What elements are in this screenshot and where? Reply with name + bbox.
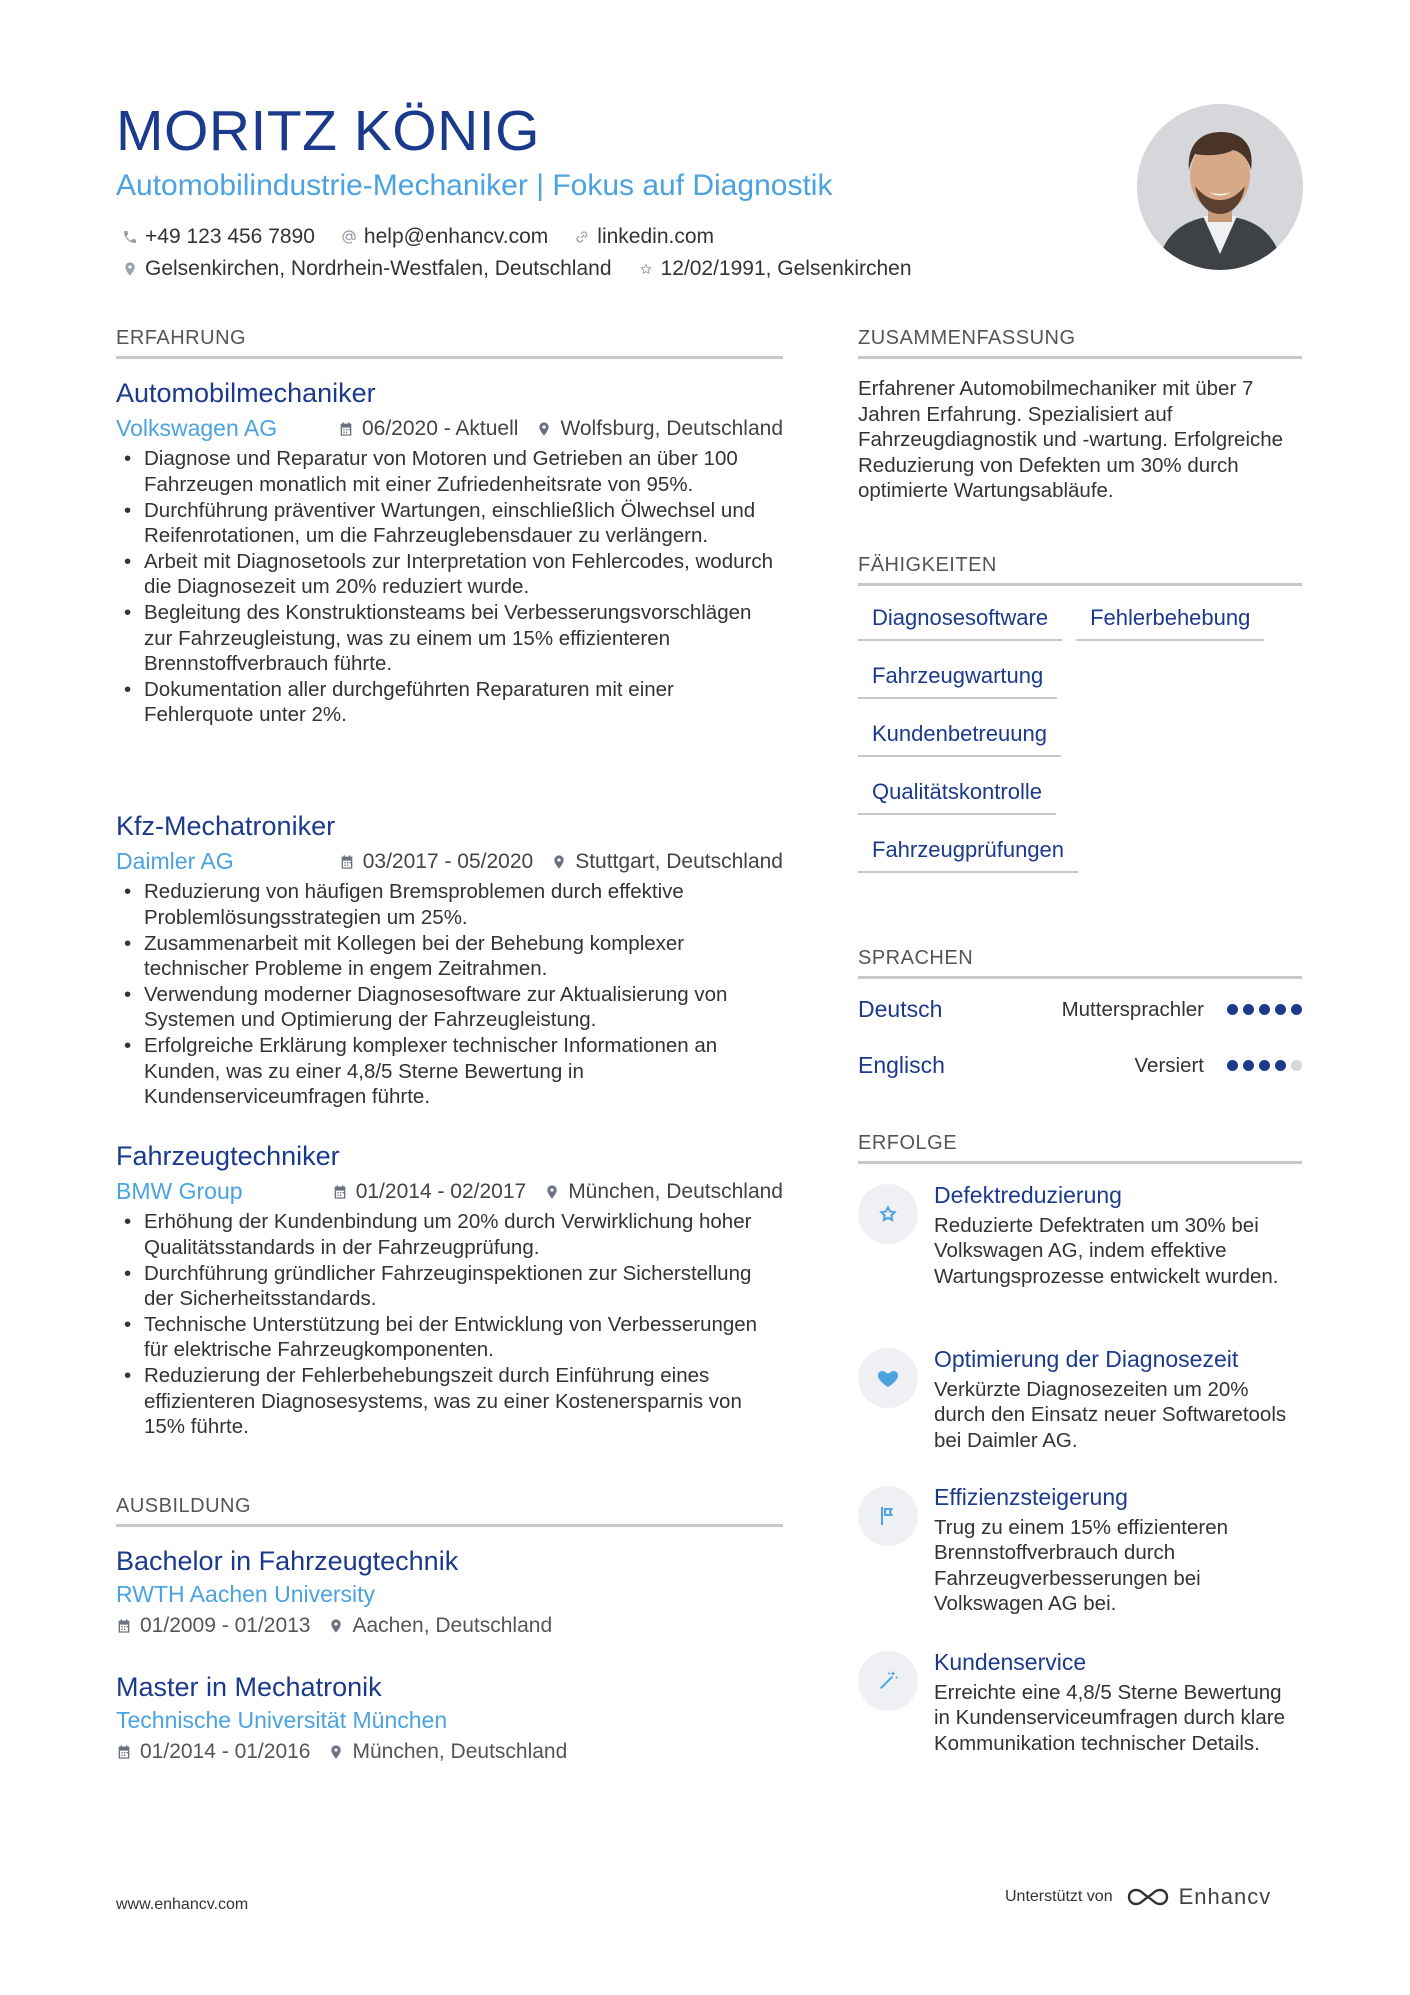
edu-dates <box>116 1740 310 1764</box>
phone-text: +49 123 456 7890 <box>145 225 315 248</box>
skills-list <box>858 594 1302 884</box>
heart-icon <box>876 1366 900 1390</box>
language-row <box>858 996 1302 1023</box>
achievement-title: Effizienzsteigerung <box>934 1484 1128 1510</box>
job-meta-right <box>320 417 783 441</box>
job-location <box>536 417 783 441</box>
link-icon <box>574 229 590 245</box>
achievement-body <box>934 1182 1302 1289</box>
job-bullets <box>116 879 783 1109</box>
skill-tag: Diagnosesoftware <box>858 605 1062 641</box>
job-dates-text: 03/2017 - 05/2020 <box>362 849 534 873</box>
edu-meta <box>116 1740 783 1764</box>
job-entry <box>116 1140 783 1440</box>
education-entry <box>116 1671 783 1764</box>
footer-website[interactable]: www.enhancv.com <box>116 1896 249 1913</box>
achievement-item <box>858 1182 1302 1289</box>
job-company: Daimler AG <box>116 848 234 875</box>
skill-row <box>858 768 1302 826</box>
language-level: Versiert <box>1134 1053 1204 1077</box>
job-meta <box>116 848 783 875</box>
achievement-text: Trug zu einem 15% effizienteren Brennstoffverbrauch durch Fahrzeugverbesserungen bei Volkswagen AG bei. <box>934 1515 1228 1616</box>
flag-icon <box>876 1504 900 1528</box>
edu-location-text: Aachen, Deutschland <box>352 1614 553 1638</box>
language-right <box>1135 1054 1303 1078</box>
rating-dot-filled <box>1275 1004 1286 1015</box>
achievement-body <box>934 1649 1302 1756</box>
job-meta-right <box>314 1180 783 1204</box>
job-bullet: • Begleitung des Konstruktionsteams bei Verbesserungsvorschlägen zur Fahrzeugleistung, was zu einem um 15% effizienteren Brennstoffverbrauch führte. <box>116 600 783 677</box>
skill-tag: Kundenbetreuung <box>858 721 1061 757</box>
section-title-education: AUSBILDUNG <box>116 1495 783 1527</box>
section-title-experience: ERFAHRUNG <box>116 327 783 359</box>
skill-row <box>858 652 1302 710</box>
linkedin-text: linkedin.com <box>597 225 715 248</box>
contact-birth <box>638 257 912 281</box>
job-title: Kfz-Mechatroniker <box>116 811 336 841</box>
email-text: help@enhancv.com <box>363 225 549 248</box>
skill-tag: Fahrzeugwartung <box>858 663 1057 699</box>
achievement-text: Verkürzte Diagnosezeiten um 20% durch den Einsatz neuer Softwaretools bei Daimler AG. <box>934 1377 1287 1452</box>
job-bullet: • Technische Unterstützung bei der Entwicklung von Verbesserungen für elektrische Fahrzeugkomponenten. <box>116 1312 783 1363</box>
location-pin-icon <box>544 1184 560 1200</box>
skill-row <box>858 826 1302 884</box>
job-bullet: • Reduzierung der Fehlerbehebungszeit durch Einführung eines effizienteren Diagnosesystems, was zu einer Kostenersparnis von 15% führte. <box>116 1363 783 1440</box>
location-pin-icon <box>122 261 138 277</box>
achievement-icon-wrap <box>858 1651 918 1711</box>
job-dates-text: 01/2014 - 02/2017 <box>355 1179 527 1203</box>
rating-dot-filled <box>1227 1004 1238 1015</box>
language-right <box>1062 998 1302 1022</box>
rating-dot-filled <box>1227 1060 1238 1071</box>
footer-powered-label: Unterstützt von <box>1005 1888 1113 1905</box>
job-dates <box>332 1180 526 1204</box>
job-entry <box>116 377 783 728</box>
language-name: Deutsch <box>858 996 943 1022</box>
achievement-item <box>858 1346 1302 1453</box>
achievement-item <box>858 1484 1302 1617</box>
job-bullets <box>116 1209 783 1439</box>
footer-powered-by <box>1005 1884 1271 1910</box>
skill-tag: Fehlerbehebung <box>1076 605 1264 641</box>
job-meta <box>116 1178 783 1205</box>
rating-dot-filled <box>1291 1004 1302 1015</box>
language-rating <box>1222 1004 1302 1015</box>
achievement-icon-wrap <box>858 1184 918 1244</box>
job-bullet: • Arbeit mit Diagnosetools zur Interpretation von Fehlercodes, wodurch die Diagnosezeit um 20% reduziert wurde. <box>116 549 783 600</box>
location-pin-icon <box>536 421 552 437</box>
job-bullet: • Erfolgreiche Erklärung komplexer technischer Informationen an Kunden, was zu einer 4,8/5 Sterne Bewertung in Kundenserviceumfragen führte. <box>116 1033 783 1110</box>
job-dates <box>338 417 518 441</box>
calendar-icon <box>338 421 354 437</box>
edu-dates <box>116 1614 310 1638</box>
summary-text: Erfahrener Automobilmechaniker mit über 7 Jahren Erfahrung. Spezialisiert auf Fahrzeugdiagnostik und -wartung. Erfolgreiche Reduzierung von Defekten um 30% durch optimierte Wartungsabläufe. <box>858 377 1284 503</box>
skill-row <box>858 710 1302 768</box>
contact-linkedin[interactable] <box>574 225 714 249</box>
candidate-tagline: Automobilindustrie-Mechaniker | Fokus auf Diagnostik <box>116 169 833 202</box>
calendar-icon <box>339 854 355 870</box>
candidate-name: MORITZ KÖNIG <box>116 99 540 163</box>
skill-tag: Fahrzeugprüfungen <box>858 837 1078 873</box>
achievement-title: Defektreduzierung <box>934 1182 1122 1208</box>
achievement-body <box>934 1484 1302 1617</box>
job-bullet: • Durchführung präventiver Wartungen, einschließlich Ölwechsel und Reifenrotationen, um die Fahrzeuglebensdauer zu verlängern. <box>116 498 783 549</box>
achievement-text: Erreichte eine 4,8/5 Sterne Bewertung in Kundenserviceumfragen durch klare Kommunikation technischer Details. <box>934 1680 1285 1755</box>
job-bullets <box>116 446 783 728</box>
enhancv-logo-icon <box>1125 1885 1171 1909</box>
language-row <box>858 1052 1302 1079</box>
edu-degree: Master in Mechatronik <box>116 1672 382 1702</box>
job-entry <box>116 810 783 1110</box>
language-name: Englisch <box>858 1052 945 1078</box>
achievement-item <box>858 1649 1302 1756</box>
avatar <box>1137 104 1303 270</box>
job-meta-right <box>321 850 783 874</box>
calendar-icon <box>116 1618 132 1634</box>
calendar-icon <box>332 1184 348 1200</box>
job-bullet: • Reduzierung von häufigen Bremsproblemen durch effektive Problemlösungsstrategien um 25%. <box>116 879 783 930</box>
location-text: Gelsenkirchen, Nordrhein-Westfalen, Deutschland <box>145 257 612 280</box>
location-pin-icon <box>328 1744 344 1760</box>
section-title-skills: FÄHIGKEITEN <box>858 554 1302 586</box>
job-dates-text: 06/2020 - Aktuell <box>361 416 519 440</box>
edu-meta <box>116 1614 783 1638</box>
edu-degree: Bachelor in Fahrzeugtechnik <box>116 1546 459 1576</box>
job-bullet: • Verwendung moderner Diagnosesoftware zur Aktualisierung von Systemen und Optimierung der Fahrzeugleistung. <box>116 982 783 1033</box>
achievement-icon-wrap <box>858 1486 918 1546</box>
job-dates <box>339 850 533 874</box>
language-level: Muttersprachler <box>1061 997 1204 1021</box>
rating-dot-filled <box>1243 1004 1254 1015</box>
calendar-icon <box>116 1744 132 1760</box>
education-entry <box>116 1545 783 1638</box>
job-company: BMW Group <box>116 1178 243 1205</box>
birth-text: 12/02/1991, Gelsenkirchen <box>660 257 912 280</box>
achievement-icon-wrap <box>858 1348 918 1408</box>
section-title-languages: SPRACHEN <box>858 947 1302 979</box>
contact-location <box>122 257 612 281</box>
job-location <box>544 1180 783 1204</box>
edu-location-text: München, Deutschland <box>352 1740 568 1764</box>
star-icon <box>876 1202 900 1226</box>
footer-brand: Enhancv <box>1178 1884 1272 1909</box>
skill-row <box>858 594 1302 652</box>
rating-dot-filled <box>1259 1060 1270 1071</box>
rating-dot-empty <box>1291 1060 1302 1071</box>
job-title: Fahrzeugtechniker <box>116 1141 340 1171</box>
job-location <box>551 850 783 874</box>
avatar-portrait-icon <box>1137 104 1303 270</box>
wand-icon <box>876 1669 900 1693</box>
edu-dates-text: 01/2009 - 01/2013 <box>140 1614 311 1638</box>
achievement-title: Kundenservice <box>934 1649 1087 1675</box>
job-location-text: Wolfsburg, Deutschland <box>560 416 783 440</box>
job-bullet: • Diagnose und Reparatur von Motoren und Getrieben an über 100 Fahrzeugen monatlich mit einer Zufriedenheitsrate von 95%. <box>116 446 783 497</box>
achievement-body <box>934 1346 1302 1453</box>
job-bullet: • Durchführung gründlicher Fahrzeuginspektionen zur Sicherstellung der Sicherheitsstandards. <box>116 1261 783 1312</box>
job-bullet: • Zusammenarbeit mit Kollegen bei der Behebung komplexer technischer Probleme in engem Zeitrahmen. <box>116 931 783 982</box>
edu-dates-text: 01/2014 - 01/2016 <box>140 1740 311 1764</box>
job-location-text: München, Deutschland <box>568 1179 783 1203</box>
edu-location <box>328 1740 567 1764</box>
job-bullet: • Erhöhung der Kundenbindung um 20% durch Verwirklichung hoher Qualitätsstandards in der Fahrzeugprüfung. <box>116 1209 783 1260</box>
job-bullet: • Dokumentation aller durchgeführten Reparaturen mit einer Fehlerquote unter 2%. <box>116 677 783 728</box>
rating-dot-filled <box>1275 1060 1286 1071</box>
edu-school: Technische Universität München <box>116 1707 448 1734</box>
job-title: Automobilmechaniker <box>116 378 376 408</box>
contact-phone[interactable] <box>122 225 315 249</box>
contact-row-1 <box>122 225 740 249</box>
at-icon <box>341 229 357 245</box>
section-title-achievements: ERFOLGE <box>858 1132 1302 1164</box>
location-pin-icon <box>328 1618 344 1634</box>
skill-tag: Qualitätskontrolle <box>858 779 1056 815</box>
section-title-summary: ZUSAMMENFASSUNG <box>858 327 1302 359</box>
contact-email[interactable] <box>341 225 548 249</box>
language-rating <box>1222 1060 1302 1071</box>
achievement-text: Reduzierte Defektraten um 30% bei Volkswagen AG, indem effektive Wartungsprozesse entwickelt wurden. <box>934 1213 1279 1288</box>
phone-icon <box>122 229 138 245</box>
location-pin-icon <box>551 854 567 870</box>
star-outline-icon <box>638 261 654 277</box>
edu-school: RWTH Aachen University <box>116 1581 376 1608</box>
job-location-text: Stuttgart, Deutschland <box>575 849 783 873</box>
rating-dot-filled <box>1259 1004 1270 1015</box>
job-company: Volkswagen AG <box>116 415 278 442</box>
job-meta <box>116 415 783 442</box>
edu-location <box>328 1614 552 1638</box>
achievement-title: Optimierung der Diagnosezeit <box>934 1346 1239 1372</box>
contact-row-2 <box>122 257 938 281</box>
rating-dot-filled <box>1243 1060 1254 1071</box>
